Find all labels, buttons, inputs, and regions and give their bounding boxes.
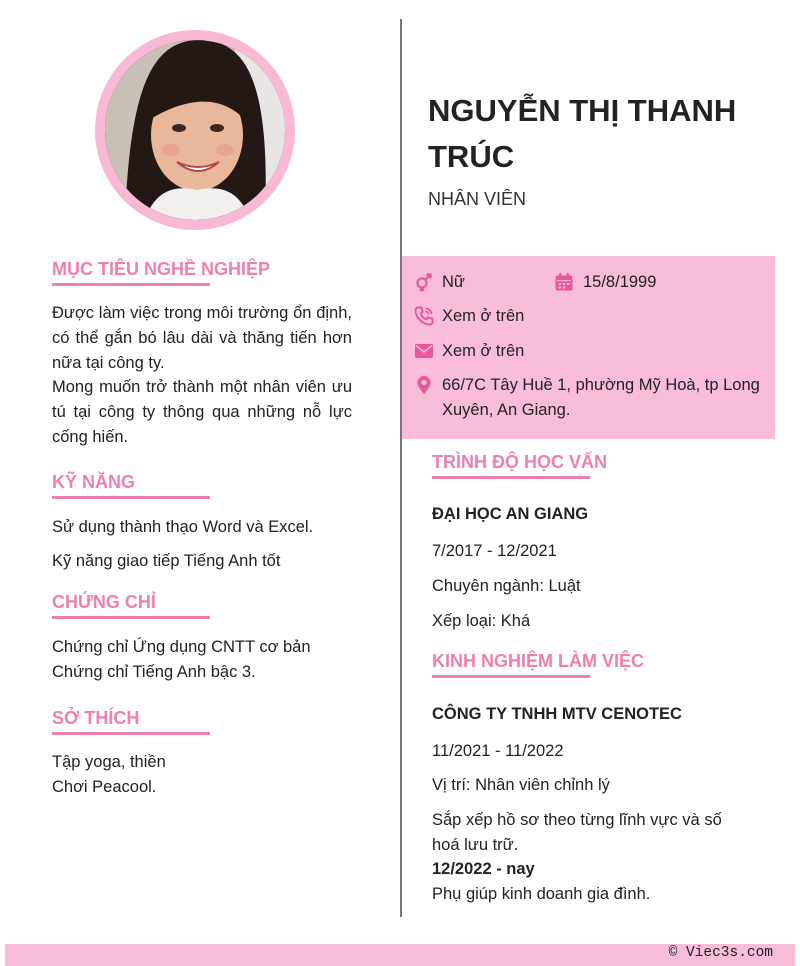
column-divider [400, 19, 402, 917]
phone-value: Xem ở trên [442, 307, 525, 325]
gender-value: Nữ [442, 273, 465, 291]
education-period: 7/2017 - 12/2021 [432, 542, 557, 560]
skills-underline [52, 496, 210, 499]
experience-description: Sắp xếp hồ sơ theo từng lĩnh vực và số hoá lưu trữ. [432, 811, 722, 854]
experience-description-2: Phụ giúp kinh doanh gia đình. [432, 885, 651, 903]
objective-paragraph-1: Được làm việc trong môi trường ổn định, có thể gắn bó lâu dài và thăng tiến hơn nữa tại công ty. [52, 304, 352, 372]
gender-icon [414, 272, 434, 292]
education-grade: Xếp loại: Khá [432, 612, 531, 630]
certificate-item: Chứng chỉ Ứng dụng CNTT cơ bản [52, 638, 311, 656]
skills-title: KỸ NĂNG [52, 472, 136, 492]
email-value: Xem ở trên [442, 342, 525, 360]
objective-title: MỤC TIÊU NGHỀ NGHIỆP [52, 259, 271, 279]
avatar [105, 40, 285, 220]
birth-date-value: 15/8/1999 [583, 273, 657, 291]
objective-paragraph-2: Mong muốn trở thành một nhân viên ưu tú tại công ty thông qua những nỗ lực cống hiến. [52, 378, 352, 446]
footer-copyright: © Viec3s.com [668, 945, 773, 961]
education-school: ĐẠI HỌC AN GIANG [432, 505, 589, 523]
portrait-photo-icon [105, 40, 285, 220]
footer-bar [5, 944, 795, 966]
certificates-underline [52, 616, 210, 619]
experience-position: Vị trí: Nhân viên chỉnh lý [432, 776, 610, 794]
certificate-item: Chứng chỉ Tiếng Anh bậc 3. [52, 663, 256, 681]
phone-icon [414, 306, 434, 326]
certificates-title: CHỨNG CHỈ [52, 592, 156, 612]
contact-box [402, 256, 775, 439]
hobbies-title: SỞ THÍCH [52, 708, 140, 728]
experience-title: KINH NGHIỆM LÀM VIỆC [432, 651, 645, 671]
experience-period-2: 12/2022 - nay [432, 860, 535, 878]
address-value: 66/7C Tây Huề 1, phường Mỹ Hoà, tp Long Xuyên, An Giang. [442, 376, 760, 419]
avatar-frame [95, 30, 295, 230]
education-title: TRÌNH ĐỘ HỌC VẤN [432, 452, 607, 472]
location-pin-icon [414, 375, 434, 395]
skill-item: Sử dụng thành thạo Word và Excel. [52, 518, 314, 536]
hobbies-underline [52, 732, 210, 735]
full-name: NGUYỄN THỊ THANH TRÚC [428, 93, 737, 174]
objective-underline [52, 283, 210, 286]
calendar-icon [554, 272, 574, 292]
experience-underline [432, 675, 590, 678]
education-major: Chuyên ngành: Luật [432, 577, 581, 595]
experience-company: CÔNG TY TNHH MTV CENOTEC [432, 705, 682, 723]
hobby-item: Tập yoga, thiền [52, 753, 166, 771]
job-title: NHÂN VIÊN [428, 189, 527, 209]
hobby-item: Chơi Peacool. [52, 778, 157, 796]
email-icon [414, 341, 434, 361]
skill-item: Kỹ năng giao tiếp Tiếng Anh tốt [52, 552, 281, 570]
experience-period: 11/2021 - 11/2022 [432, 742, 564, 760]
education-underline [432, 476, 590, 479]
